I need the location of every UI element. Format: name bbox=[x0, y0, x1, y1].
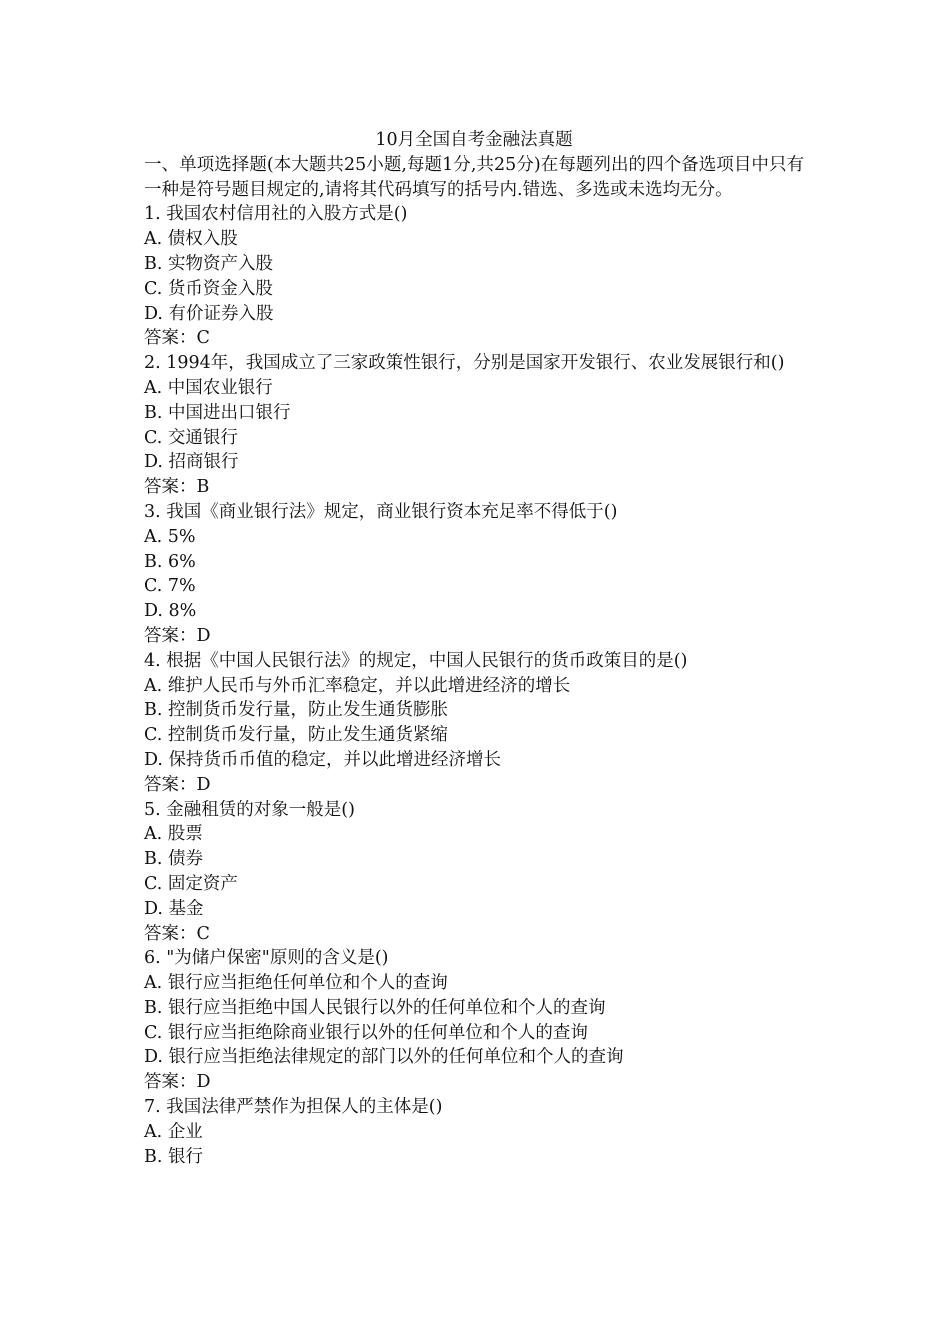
question-stem: 1. 我国农村信用社的入股方式是() bbox=[144, 204, 408, 225]
answer-option: B. 中国进出口银行 bbox=[144, 402, 291, 423]
question-item bbox=[144, 1095, 804, 1169]
question-item bbox=[144, 500, 804, 649]
answer-option: C. 固定资产 bbox=[144, 873, 238, 894]
answer-option: D. 银行应当拒绝法律规定的部门以外的任何单位和个人的查询 bbox=[144, 1047, 624, 1068]
answer-option: B. 债券 bbox=[144, 849, 203, 870]
answer-key: 答案：B bbox=[144, 477, 210, 498]
page-title: 10月全国自考金融法真题 bbox=[375, 130, 573, 150]
question-stem: 5. 金融租赁的对象一般是() bbox=[144, 799, 355, 820]
answer-option: A. 中国农业银行 bbox=[144, 377, 273, 398]
answer-option: A. 债权入股 bbox=[144, 229, 238, 250]
answer-option: D. 8% bbox=[144, 601, 197, 622]
question-item bbox=[144, 649, 804, 798]
answer-key: 答案：D bbox=[144, 1072, 211, 1093]
question-item bbox=[144, 946, 804, 1095]
answer-option: A. 维护人民币与外币汇率稳定，并以此增进经济的增长 bbox=[144, 675, 571, 696]
document-page bbox=[144, 128, 804, 1169]
answer-option: B. 实物资产入股 bbox=[144, 253, 273, 274]
answer-option: C. 控制货币发行量，防止发生通货紧缩 bbox=[144, 725, 448, 746]
question-item bbox=[144, 202, 804, 351]
answer-option: D. 基金 bbox=[144, 898, 204, 919]
answer-key: 答案：D bbox=[144, 625, 211, 646]
question-stem: 4. 根据《中国人民银行法》的规定，中国人民银行的货币政策目的是() bbox=[144, 650, 688, 671]
question-list bbox=[144, 202, 804, 1169]
answer-option: A. 股票 bbox=[144, 824, 203, 845]
answer-option: B. 银行应当拒绝中国人民银行以外的任何单位和个人的查询 bbox=[144, 997, 606, 1018]
question-item bbox=[144, 798, 804, 947]
question-stem: 3. 我国《商业银行法》规定，商业银行资本充足率不得低于() bbox=[144, 501, 618, 522]
question-item bbox=[144, 351, 804, 500]
question-stem: 7. 我国法律严禁作为担保人的主体是() bbox=[144, 1097, 443, 1118]
question-stem: 2. 1994年，我国成立了三家政策性银行，分别是国家开发银行、农业发展银行和() bbox=[144, 353, 785, 374]
answer-option: B. 控制货币发行量，防止发生通货膨胀 bbox=[144, 700, 448, 721]
answer-option: B. 银行 bbox=[144, 1146, 203, 1167]
question-stem: 6. "为储户保密"原则的含义是() bbox=[144, 948, 389, 969]
answer-key: 答案：D bbox=[144, 774, 211, 795]
answer-option: C. 银行应当拒绝除商业银行以外的任何单位和个人的查询 bbox=[144, 1022, 588, 1043]
section-intro: 一、单项选择题(本大题共25小题,每题1分,共25分)在每题列出的四个备选项目中只有一种是符号题目规定的,请将其代码填写的括号内.错选、多选或未选均无分。 bbox=[144, 154, 804, 200]
answer-option: D. 招商银行 bbox=[144, 452, 239, 473]
answer-option: A. 银行应当拒绝任何单位和个人的查询 bbox=[144, 973, 448, 994]
answer-key: 答案：C bbox=[144, 923, 210, 944]
answer-option: D. 有价证券入股 bbox=[144, 303, 274, 324]
answer-option: A. 企业 bbox=[144, 1121, 203, 1142]
answer-option: C. 货币资金入股 bbox=[144, 278, 273, 299]
answer-option: A. 5% bbox=[144, 526, 196, 547]
answer-option: C. 交通银行 bbox=[144, 427, 238, 448]
answer-option: C. 7% bbox=[144, 576, 196, 597]
answer-option: B. 6% bbox=[144, 551, 196, 572]
answer-key: 答案：C bbox=[144, 328, 210, 349]
answer-option: D. 保持货币币值的稳定，并以此增进经济增长 bbox=[144, 749, 502, 770]
